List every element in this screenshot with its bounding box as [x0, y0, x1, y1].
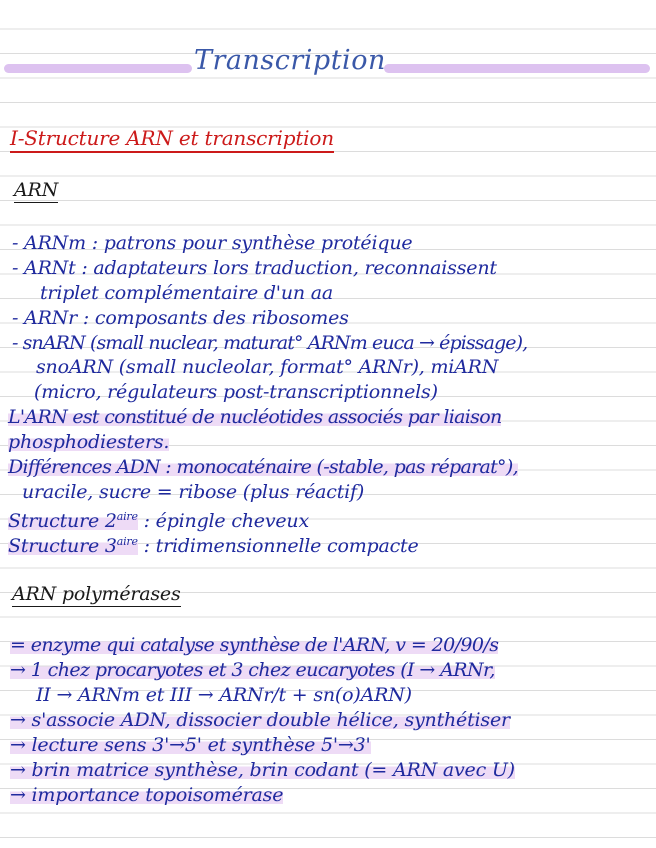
polymerases-heading: ARN polymérases [12, 583, 181, 605]
arn-line-2: - ARNt : adaptateurs lors traduction, reconnaissent [12, 257, 497, 279]
title-highlight-left [4, 64, 192, 73]
arn-line-1: - ARNm : patrons pour synthèse protéique [12, 232, 413, 254]
structure-2-label: Structure 2 [8, 510, 117, 532]
poly-line-7: → importance topoisomérase [10, 784, 284, 806]
structure-2-text: : épingle cheveux [137, 510, 309, 532]
arn-line-6: snoARN (small nucleolar, format° ARNr), miARN [36, 356, 499, 378]
arn-line-4: - ARNr : composants des ribosomes [12, 307, 349, 329]
section-heading: I-Structure ARN et transcription [10, 126, 334, 153]
poly-line-3: II → ARNm et III → ARNr/t + sn(o)ARN) [36, 684, 412, 706]
arn-line-10: Différences ADN : monocaténaire (-stable, pas réparat°), [8, 456, 518, 478]
title-row [0, 44, 656, 80]
poly-line-5: → lecture sens 3'→5' et synthèse 5'→3' [10, 734, 371, 756]
poly-line-5-row [10, 734, 656, 756]
arn-line-9-row [8, 431, 656, 453]
arn-line-8-row [8, 406, 656, 428]
poly-line-1-row [10, 634, 656, 656]
structure-3-sup: aire [116, 535, 138, 548]
arn-line-11: uracile, sucre = ribose (plus réactif) [22, 481, 365, 503]
arn-line-9: phosphodiesters. [8, 431, 170, 453]
poly-line-2: → 1 chez procaryotes et 3 chez eucaryotes (I → ARNr, [10, 659, 495, 681]
polymerases-heading-row [12, 583, 656, 605]
poly-line-4-row [10, 709, 656, 731]
page-title: Transcription [194, 45, 386, 76]
structure-3-row [8, 531, 656, 557]
poly-line-7-row [10, 784, 656, 806]
structure-2-row [8, 506, 656, 532]
title-highlight-right [384, 64, 650, 73]
arn-line-8: L'ARN est constitué de nucléotides associés par liaison [8, 406, 502, 428]
arn-line-5: - snARN (small nuclear, maturat° ARNm euca → épissage), [12, 332, 528, 354]
poly-line-2-row [10, 659, 656, 681]
poly-line-6: → brin matrice synthèse, brin codant (= ARN avec U) [10, 759, 515, 781]
arn-line-7: (micro, régulateurs post-transcriptionnels) [34, 381, 438, 403]
section-heading-row [10, 127, 656, 149]
poly-line-6-row [10, 759, 656, 781]
arn-heading-row [14, 179, 656, 201]
arn-line-10-row [8, 456, 656, 478]
structure-3-text: : tridimensionnelle compacte [137, 535, 419, 557]
arn-line-3: triplet complémentaire d'un aa [40, 282, 333, 304]
structure-3-label: Structure 3 [8, 535, 117, 557]
arn-heading: ARN [14, 179, 59, 201]
poly-line-1: = enzyme qui catalyse synthèse de l'ARN, v = 20/90/s [10, 634, 499, 656]
structure-2-sup: aire [116, 510, 138, 523]
poly-line-4: → s'associe ADN, dissocier double hélice, synthétiser [10, 709, 510, 731]
